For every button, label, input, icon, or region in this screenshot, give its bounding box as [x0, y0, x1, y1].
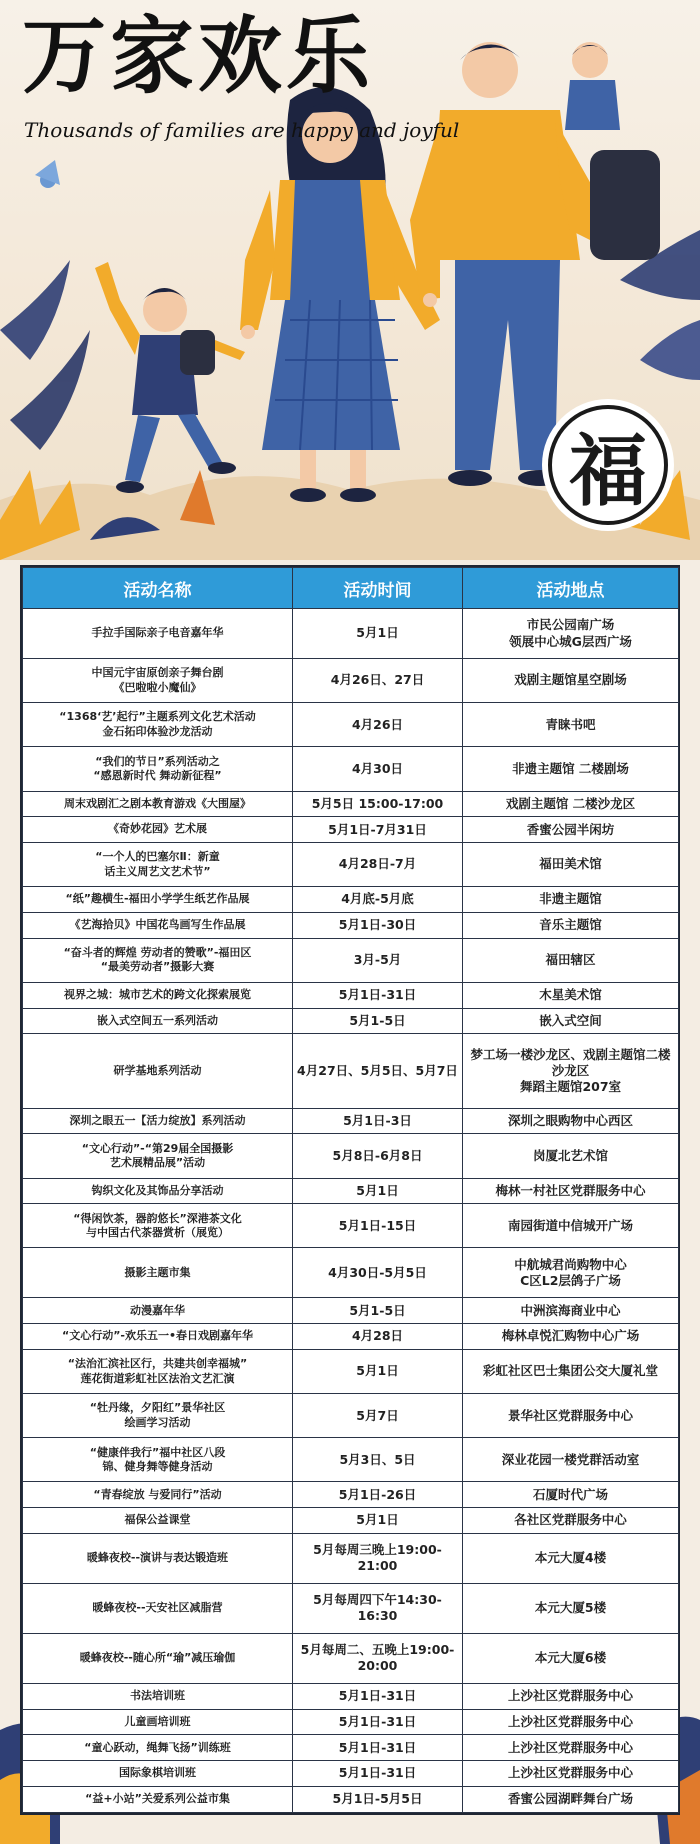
activity-table: [20, 565, 680, 1815]
fu-character: 福: [568, 426, 647, 517]
header-activity-location: 活动地点: [463, 568, 679, 609]
activity-location-cell: 景华社区党群服务中心: [463, 1394, 679, 1438]
activity-location-cell: 上沙社区党群服务中心: [463, 1735, 679, 1761]
table-row: [23, 1508, 679, 1534]
table-row: [23, 1008, 679, 1034]
table-row: [23, 1298, 679, 1324]
activity-name-cell: 《艺海拾贝》中国花鸟画写生作品展: [23, 912, 293, 938]
table-row: [23, 1204, 679, 1248]
activity-name-cell: 周末戏剧汇之剧本教育游戏《大围屋》: [23, 791, 293, 817]
activity-time-cell: 4月30日-5月5日: [293, 1248, 463, 1298]
activity-name-cell: “1368‘艺’起行”主题系列文化艺术活动 金石拓印体验沙龙活动: [23, 703, 293, 747]
activity-time-cell: 5月3日、5日: [293, 1438, 463, 1482]
activity-location-cell: 戏剧主题馆 二楼沙龙区: [463, 791, 679, 817]
activity-time-cell: 5月1-5日: [293, 1008, 463, 1034]
activity-time-cell: 4月底-5月底: [293, 887, 463, 913]
activity-name-cell: 钩织文化及其饰品分享活动: [23, 1178, 293, 1204]
activity-name-cell: 中国元宇宙原创亲子舞台剧 《巴啦啦小魔仙》: [23, 659, 293, 703]
activity-time-cell: 5月7日: [293, 1394, 463, 1438]
table-row: [23, 1108, 679, 1134]
activity-name-cell: “纸”趣横生-福田小学学生纸艺作品展: [23, 887, 293, 913]
activity-name-cell: 嵌入式空间五一系列活动: [23, 1008, 293, 1034]
activity-location-cell: 上沙社区党群服务中心: [463, 1709, 679, 1735]
poster-title: 万家欢乐: [22, 7, 375, 105]
activity-name-cell: 书法培训班: [23, 1683, 293, 1709]
activity-name-cell: “我们的节日”系列活动之 “感恩新时代 舞动新征程”: [23, 747, 293, 791]
activity-location-cell: 岗厦北艺术馆: [463, 1134, 679, 1178]
activity-name-cell: “益+小站”关爱系列公益市集: [23, 1786, 293, 1812]
activity-location-cell: 非遗主题馆: [463, 887, 679, 913]
activity-location-cell: 彩虹社区巴士集团公交大厦礼堂: [463, 1349, 679, 1393]
activity-location-cell: 上沙社区党群服务中心: [463, 1761, 679, 1787]
activity-name-cell: “法治汇滨社区行，共建共创幸福城” 莲花街道彩虹社区法治文艺汇演: [23, 1349, 293, 1393]
activity-time-cell: 5月1日-31日: [293, 1709, 463, 1735]
activity-time-cell: 5月8日-6月8日: [293, 1134, 463, 1178]
table-row: [23, 1034, 679, 1108]
activity-location-cell: 嵌入式空间: [463, 1008, 679, 1034]
activity-location-cell: 梅林卓悦汇购物中心广场: [463, 1324, 679, 1350]
table-row: [23, 1438, 679, 1482]
activity-name-cell: 动漫嘉年华: [23, 1298, 293, 1324]
activity-location-cell: 福田辖区: [463, 938, 679, 982]
table-row: [23, 747, 679, 791]
table-row: [23, 912, 679, 938]
activity-time-cell: 3月-5月: [293, 938, 463, 982]
activity-location-cell: 梅林一村社区党群服务中心: [463, 1178, 679, 1204]
fu-seal: [548, 405, 668, 525]
activity-time-cell: 5月每周二、五晚上19:00-20:00: [293, 1633, 463, 1683]
table-row: [23, 1324, 679, 1350]
poster-subtitle: Thousands of families are happy and joyful: [24, 118, 460, 142]
activity-location-cell: 上沙社区党群服务中心: [463, 1683, 679, 1709]
activity-name-cell: 手拉手国际亲子电音嘉年华: [23, 609, 293, 659]
activity-time-cell: 5月每周四下午14:30-16:30: [293, 1583, 463, 1633]
activity-time-cell: 5月1日: [293, 609, 463, 659]
table-row: [23, 843, 679, 887]
activity-location-cell: 青睐书吧: [463, 703, 679, 747]
activity-time-cell: 5月1日-31日: [293, 1735, 463, 1761]
activity-location-cell: 深业花园一楼党群活动室: [463, 1438, 679, 1482]
activity-location-cell: 各社区党群服务中心: [463, 1508, 679, 1534]
activity-time-cell: 5月1日-31日: [293, 1683, 463, 1709]
table-row: [23, 1683, 679, 1709]
activity-name-cell: 暖蜂夜校--随心所“瑜”减压瑜伽: [23, 1633, 293, 1683]
activity-name-cell: 福保公益课堂: [23, 1508, 293, 1534]
table-row: [23, 791, 679, 817]
activity-location-cell: 石厦时代广场: [463, 1482, 679, 1508]
activity-location-cell: 木星美术馆: [463, 982, 679, 1008]
activity-location-cell: 本元大厦5楼: [463, 1583, 679, 1633]
table-row: [23, 1482, 679, 1508]
activity-name-cell: “文心行动”-欢乐五一•春日戏剧嘉年华: [23, 1324, 293, 1350]
table-header-row: [23, 568, 679, 609]
activity-time-cell: 4月26日: [293, 703, 463, 747]
activity-name-cell: “童心跃动，绳舞飞扬”训练班: [23, 1735, 293, 1761]
table-row: [23, 817, 679, 843]
activity-time-cell: 5月5日 15:00-17:00: [293, 791, 463, 817]
table-row: [23, 659, 679, 703]
activity-name-cell: “奋斗者的辉煌 劳动者的赞歌”-福田区 “最美劳动者”摄影大赛: [23, 938, 293, 982]
activity-location-cell: 市民公园南广场 领展中心城G层西广场: [463, 609, 679, 659]
activity-name-cell: 研学基地系列活动: [23, 1034, 293, 1108]
activity-time-cell: 5月1日: [293, 1508, 463, 1534]
activity-location-cell: 中航城君尚购物中心 C区L2层鸽子广场: [463, 1248, 679, 1298]
activity-time-cell: 5月1日: [293, 1349, 463, 1393]
activity-time-cell: 4月26日、27日: [293, 659, 463, 703]
hero-illustration: [0, 0, 700, 560]
activity-time-cell: 4月28日: [293, 1324, 463, 1350]
activity-location-cell: 本元大厦6楼: [463, 1633, 679, 1683]
activity-name-cell: 视界之城：城市艺术的跨文化探索展览: [23, 982, 293, 1008]
activity-time-cell: 5月1日-7月31日: [293, 817, 463, 843]
activity-time-cell: 4月28日-7月: [293, 843, 463, 887]
table-row: [23, 1786, 679, 1812]
table-row: [23, 1248, 679, 1298]
activity-location-cell: 香蜜公园半闲坊: [463, 817, 679, 843]
activity-time-cell: 5月每周三晚上19:00-21:00: [293, 1533, 463, 1583]
activity-time-cell: 5月1日-5月5日: [293, 1786, 463, 1812]
activity-location-cell: 福田美术馆: [463, 843, 679, 887]
activity-time-cell: 5月1日-30日: [293, 912, 463, 938]
activity-time-cell: 5月1日-26日: [293, 1482, 463, 1508]
activity-location-cell: 南园街道中信城开广场: [463, 1204, 679, 1248]
activity-name-cell: 暖蜂夜校--演讲与表达锻造班: [23, 1533, 293, 1583]
activity-location-cell: 戏剧主题馆星空剧场: [463, 659, 679, 703]
table-row: [23, 1134, 679, 1178]
table-row: [23, 938, 679, 982]
table-row: [23, 1761, 679, 1787]
activity-time-cell: 4月30日: [293, 747, 463, 791]
table-row: [23, 1394, 679, 1438]
table-row: [23, 1349, 679, 1393]
activity-time-cell: 5月1日-31日: [293, 982, 463, 1008]
activity-name-cell: 暖蜂夜校--天安社区减脂营: [23, 1583, 293, 1633]
table-row: [23, 703, 679, 747]
activity-name-cell: 国际象棋培训班: [23, 1761, 293, 1787]
activity-name-cell: “一个人的巴塞尔Ⅱ：新童 话主义周艺文艺术节”: [23, 843, 293, 887]
activity-name-cell: 《奇妙花园》艺术展: [23, 817, 293, 843]
activity-time-cell: 5月1-5日: [293, 1298, 463, 1324]
table-row: [23, 1583, 679, 1633]
table-row: [23, 1735, 679, 1761]
table-row: [23, 1533, 679, 1583]
activity-time-cell: 5月1日-15日: [293, 1204, 463, 1248]
table-row: [23, 1633, 679, 1683]
activity-time-cell: 5月1日-31日: [293, 1761, 463, 1787]
activity-time-cell: 4月27日、5月5日、5月7日: [293, 1034, 463, 1108]
activity-name-cell: “健康伴我行”福中社区八段 锦、健身舞等健身活动: [23, 1438, 293, 1482]
activity-location-cell: 非遗主题馆 二楼剧场: [463, 747, 679, 791]
activity-time-cell: 5月1日-3日: [293, 1108, 463, 1134]
activity-name-cell: “牡丹缘，夕阳红”景华社区 绘画学习活动: [23, 1394, 293, 1438]
table-row: [23, 887, 679, 913]
activity-name-cell: 深圳之眼五一【活力绽放】系列活动: [23, 1108, 293, 1134]
activity-name-cell: “文心行动”-“第29届全国摄影 艺术展精品展”活动: [23, 1134, 293, 1178]
activity-time-cell: 5月1日: [293, 1178, 463, 1204]
header-activity-time: 活动时间: [293, 568, 463, 609]
table-row: [23, 609, 679, 659]
activity-location-cell: 中洲滨海商业中心: [463, 1298, 679, 1324]
activity-name-cell: 儿童画培训班: [23, 1709, 293, 1735]
activity-name-cell: 摄影主题市集: [23, 1248, 293, 1298]
activity-location-cell: 梦工场一楼沙龙区、戏剧主题馆二楼沙龙区 舞蹈主题馆207室: [463, 1034, 679, 1108]
header-activity-name: 活动名称: [23, 568, 293, 609]
activity-location-cell: 香蜜公园湖畔舞台广场: [463, 1786, 679, 1812]
activity-location-cell: 音乐主题馆: [463, 912, 679, 938]
activity-name-cell: “得闲饮茶，器韵悠长”深港茶文化 与中国古代茶器赏析（展览）: [23, 1204, 293, 1248]
activity-location-cell: 深圳之眼购物中心西区: [463, 1108, 679, 1134]
table-row: [23, 1178, 679, 1204]
activity-location-cell: 本元大厦4楼: [463, 1533, 679, 1583]
activity-name-cell: “青春绽放 与爱同行”活动: [23, 1482, 293, 1508]
table-row: [23, 982, 679, 1008]
table-row: [23, 1709, 679, 1735]
